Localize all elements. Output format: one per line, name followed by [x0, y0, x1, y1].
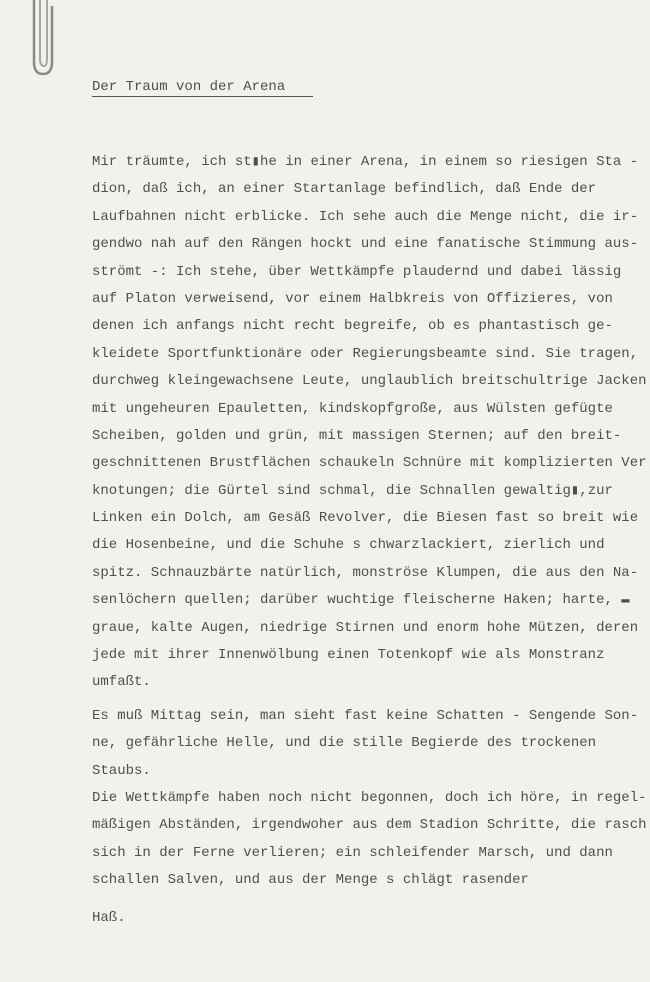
text-line: dion, daß ich, an einer Startanlage befindlich, daß Ende der — [92, 181, 597, 198]
text-line: Mir träumte, ich st▮he in einer Arena, in einem so riesigen Sta - — [92, 154, 639, 170]
text-line: durchweg kleingewachsene Leute, unglaublich breitschultrige Jacken — [92, 373, 647, 390]
text-line: kleidete Sportfunktionäre oder Regierungsbeamte sind. Sie tragen, — [92, 345, 639, 362]
text-line: Linken ein Dolch, am Gesäß Revolver, die Biesen fast so breit wie — [92, 510, 639, 527]
text-line: ne, gefährliche Helle, und die stille Begierde des trockenen — [92, 735, 597, 752]
text-line: mäßigen Abständen, irgendwoher aus dem Stadion Schritte, die rasch — [92, 817, 647, 834]
text-line: jede mit ihrer Innenwölbung einen Totenkopf wie als Monstranz — [92, 647, 605, 664]
document-title: Der Traum von der Arena — [92, 78, 313, 97]
text-line: spitz. Schnauzbärte natürlich, monströse Klumpen, die aus den Na- — [92, 564, 639, 581]
document-body — [92, 149, 650, 932]
text-line: Scheiben, golden und grün, mit massigen Sternen; auf den breit- — [92, 427, 622, 444]
text-line: die Hosenbeine, und die Schuhe s chwarzlackiert, zierlich und — [92, 537, 605, 554]
text-line: graue, kalte Augen, niedrige Stirnen und enorm hohe Mützen, deren — [92, 619, 639, 636]
text-line: Haß. — [92, 909, 126, 926]
text-line: sich in der Ferne verlieren; ein schleifender Marsch, und dann — [92, 844, 613, 861]
text-line: senlöchern quellen; darüber wuchtige fleischerne Haken; harte, ▬ — [92, 592, 630, 609]
text-line: Laufbahnen nicht erblicke. Ich sehe auch die Menge nicht, die ir- — [92, 208, 639, 225]
text-line: knotungen; die Gürtel sind schmal, die Schnallen gewaltig▮,zur — [92, 482, 613, 499]
text-line: Es muß Mittag sein, man sieht fast keine Schatten - Sengende Son- — [92, 707, 639, 724]
text-line: umfaßt. — [92, 674, 151, 691]
text-line: mit ungeheuren Epauletten, kindskopfgroße, aus Wülsten gefügte — [92, 400, 613, 417]
paper-clip-icon — [26, 0, 60, 80]
text-line: schallen Salven, und aus der Menge s chlägt rasender — [92, 872, 529, 889]
text-line: Die Wettkämpfe haben noch nicht begonnen, doch ich höre, in regel- — [92, 789, 647, 806]
text-line: denen ich anfangs nicht recht begreife, ob es phantastisch ge- — [92, 318, 613, 335]
text-line: auf Platon verweisend, vor einem Halbkreis von Offizieres, von — [92, 290, 613, 307]
text-line: Staubs. — [92, 762, 151, 779]
text-line: gendwo nah auf den Rängen hockt und eine fanatische Stimmung aus- — [92, 236, 639, 253]
text-line: strömt -: Ich stehe, über Wettkämpfe plaudernd und dabei lässig — [92, 263, 622, 280]
text-line: geschnittenen Brustflächen schaukeln Schnüre mit komplizierten Ver — [92, 455, 647, 472]
